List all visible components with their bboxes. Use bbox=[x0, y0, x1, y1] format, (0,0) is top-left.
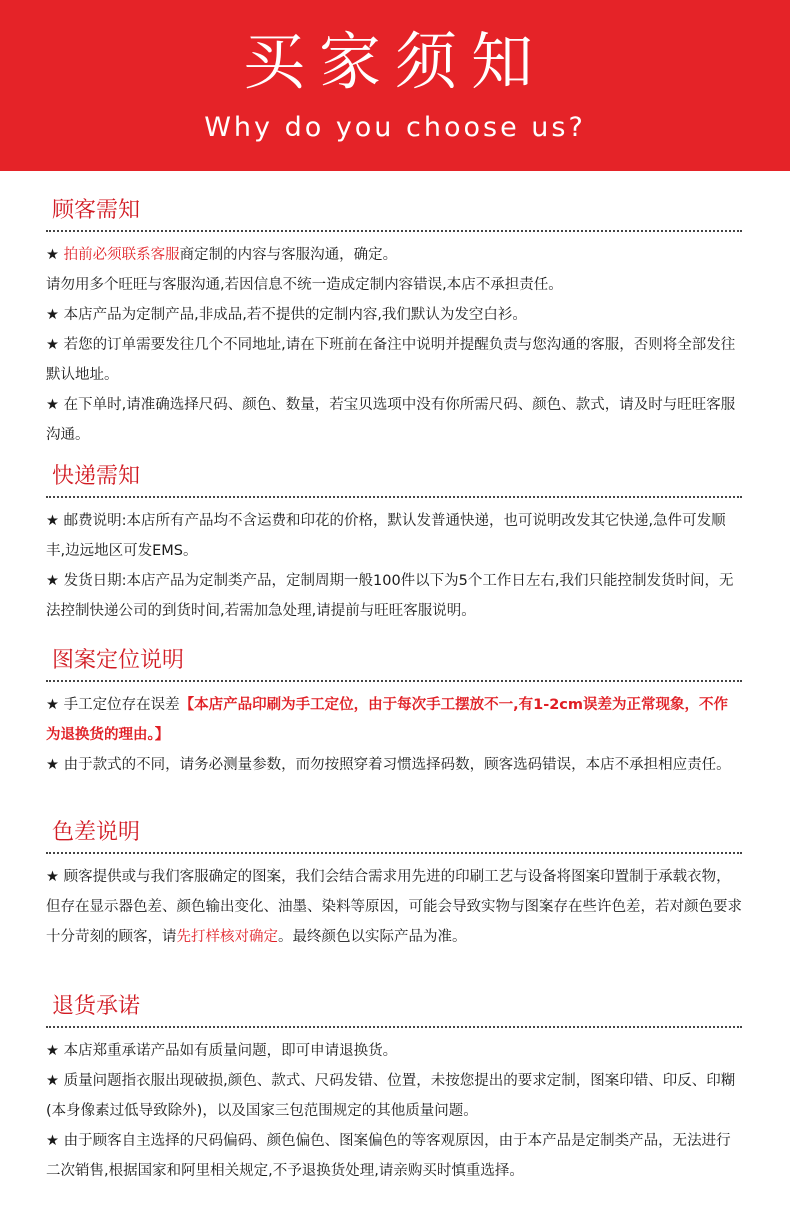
body-text: ★ 由于顾客自主选择的尺码偏码、颜色偏色、图案偏色的等客观原因，由于本产品是定制类产品，无法进行二次销售,根据国家和阿里相关规定,不予退换货处理,请亲购买时慎重选择。 bbox=[46, 1133, 731, 1179]
page-title: 买家须知 bbox=[242, 25, 547, 98]
body-text: 请勿用多个旺旺与客服沟通,若因信息不统一造成定制内容错误,本店不承担责任。 bbox=[46, 277, 563, 293]
notice-paragraph bbox=[46, 1036, 742, 1066]
notice-paragraph bbox=[46, 1126, 742, 1186]
section-body bbox=[46, 1036, 742, 1186]
body-text: ★ 质量问题指衣服出现破损,颜色、款式、尺码发错、位置，未按您提出的要求定制，图案印错、印反、印糊(本身像素过低导致除外)，以及国家三包范围规定的其他质量问题。 bbox=[46, 1073, 736, 1119]
section-pattern-position bbox=[46, 646, 742, 780]
notice-paragraph bbox=[46, 690, 742, 750]
dotted-divider bbox=[46, 230, 742, 232]
section-body bbox=[46, 506, 742, 626]
section-title: 快递需知 bbox=[52, 464, 141, 489]
body-text: ★ 若您的订单需要发往几个不同地址,请在下班前在备注中说明并提醒负责与您沟通的客服，否则将全部发往默认地址。 bbox=[46, 337, 736, 383]
section-title: 顾客需知 bbox=[52, 198, 141, 223]
body-text: ★ bbox=[46, 247, 64, 263]
section-body bbox=[46, 862, 742, 952]
body-text: ★ 在下单时,请准确选择尺码、颜色、数量，若宝贝选项中没有你所需尺码、颜色、款式，请及时与旺旺客服沟通。 bbox=[46, 397, 736, 443]
body-text: ★ 顾客提供或与我们客服确定的图案，我们会结合需求用先进的印刷工艺与设备将图案印置制于承载衣物，但存在显示器色差、颜色输出变化、油墨、染料等原因，可能会导致实物与图案存在些许色差，若对颜色要求十分苛刻的顾客，请 bbox=[46, 869, 742, 945]
section-title: 色差说明 bbox=[52, 820, 141, 845]
body-text: 商定制的内容与客服沟通，确定。 bbox=[179, 247, 398, 263]
highlight-text: 拍前必须联系客服 bbox=[63, 247, 180, 263]
notice-paragraph bbox=[46, 390, 742, 450]
notice-paragraph bbox=[46, 862, 742, 952]
notice-paragraph bbox=[46, 330, 742, 390]
body-text: ★ 手工定位存在误差 bbox=[46, 697, 180, 713]
highlight-text: 【本店产品印刷为手工定位，由于每次手工摆放不一,有1-2cm误差为正常现象，不作为退换货的理由。】 bbox=[46, 697, 729, 743]
body-text: 。最终颜色以实际产品为准。 bbox=[278, 929, 467, 945]
section-title: 退货承诺 bbox=[52, 994, 141, 1019]
section-color-difference bbox=[46, 818, 742, 952]
highlight-text: 先打样核对确定 bbox=[176, 929, 278, 945]
notice-paragraph bbox=[46, 240, 742, 270]
dotted-divider bbox=[46, 1026, 742, 1028]
notice-paragraph bbox=[46, 300, 742, 330]
section-customer-notice bbox=[46, 196, 742, 450]
body-text: ★ 邮费说明:本店所有产品均不含运费和印花的价格，默认发普通快递，也可说明改发其它快递,急件可发顺丰,边远地区可发EMS。 bbox=[46, 513, 726, 559]
notice-paragraph bbox=[46, 506, 742, 566]
body-text: ★ 本店郑重承诺产品如有质量问题，即可申请退换货。 bbox=[46, 1043, 398, 1059]
dotted-divider bbox=[46, 496, 742, 498]
notice-paragraph bbox=[46, 566, 742, 626]
section-shipping-notice bbox=[46, 462, 742, 626]
page-subtitle: Why do you choose us? bbox=[204, 112, 586, 143]
notice-paragraph bbox=[46, 1066, 742, 1126]
section-body bbox=[46, 690, 742, 780]
body-text: ★ 由于款式的不同，请务必测量参数，而勿按照穿着习惯选择码数，顾客选码错误，本店不承担相应责任。 bbox=[46, 757, 731, 773]
dotted-divider bbox=[46, 680, 742, 682]
header-banner bbox=[0, 0, 790, 171]
section-title: 图案定位说明 bbox=[52, 648, 185, 673]
notice-paragraph bbox=[46, 270, 742, 300]
section-body bbox=[46, 240, 742, 450]
body-text: ★ 本店产品为定制产品,非成品,若不提供的定制内容,我们默认为发空白衫。 bbox=[46, 307, 527, 323]
section-return-policy bbox=[46, 992, 742, 1186]
body-text: ★ 发货日期:本店产品为定制类产品，定制周期一般100件以下为5个工作日左右,我们只能控制发货时间，无法控制快递公司的到货时间,若需加急处理,请提前与旺旺客服说明。 bbox=[46, 573, 734, 619]
dotted-divider bbox=[46, 852, 742, 854]
notice-paragraph bbox=[46, 750, 742, 780]
